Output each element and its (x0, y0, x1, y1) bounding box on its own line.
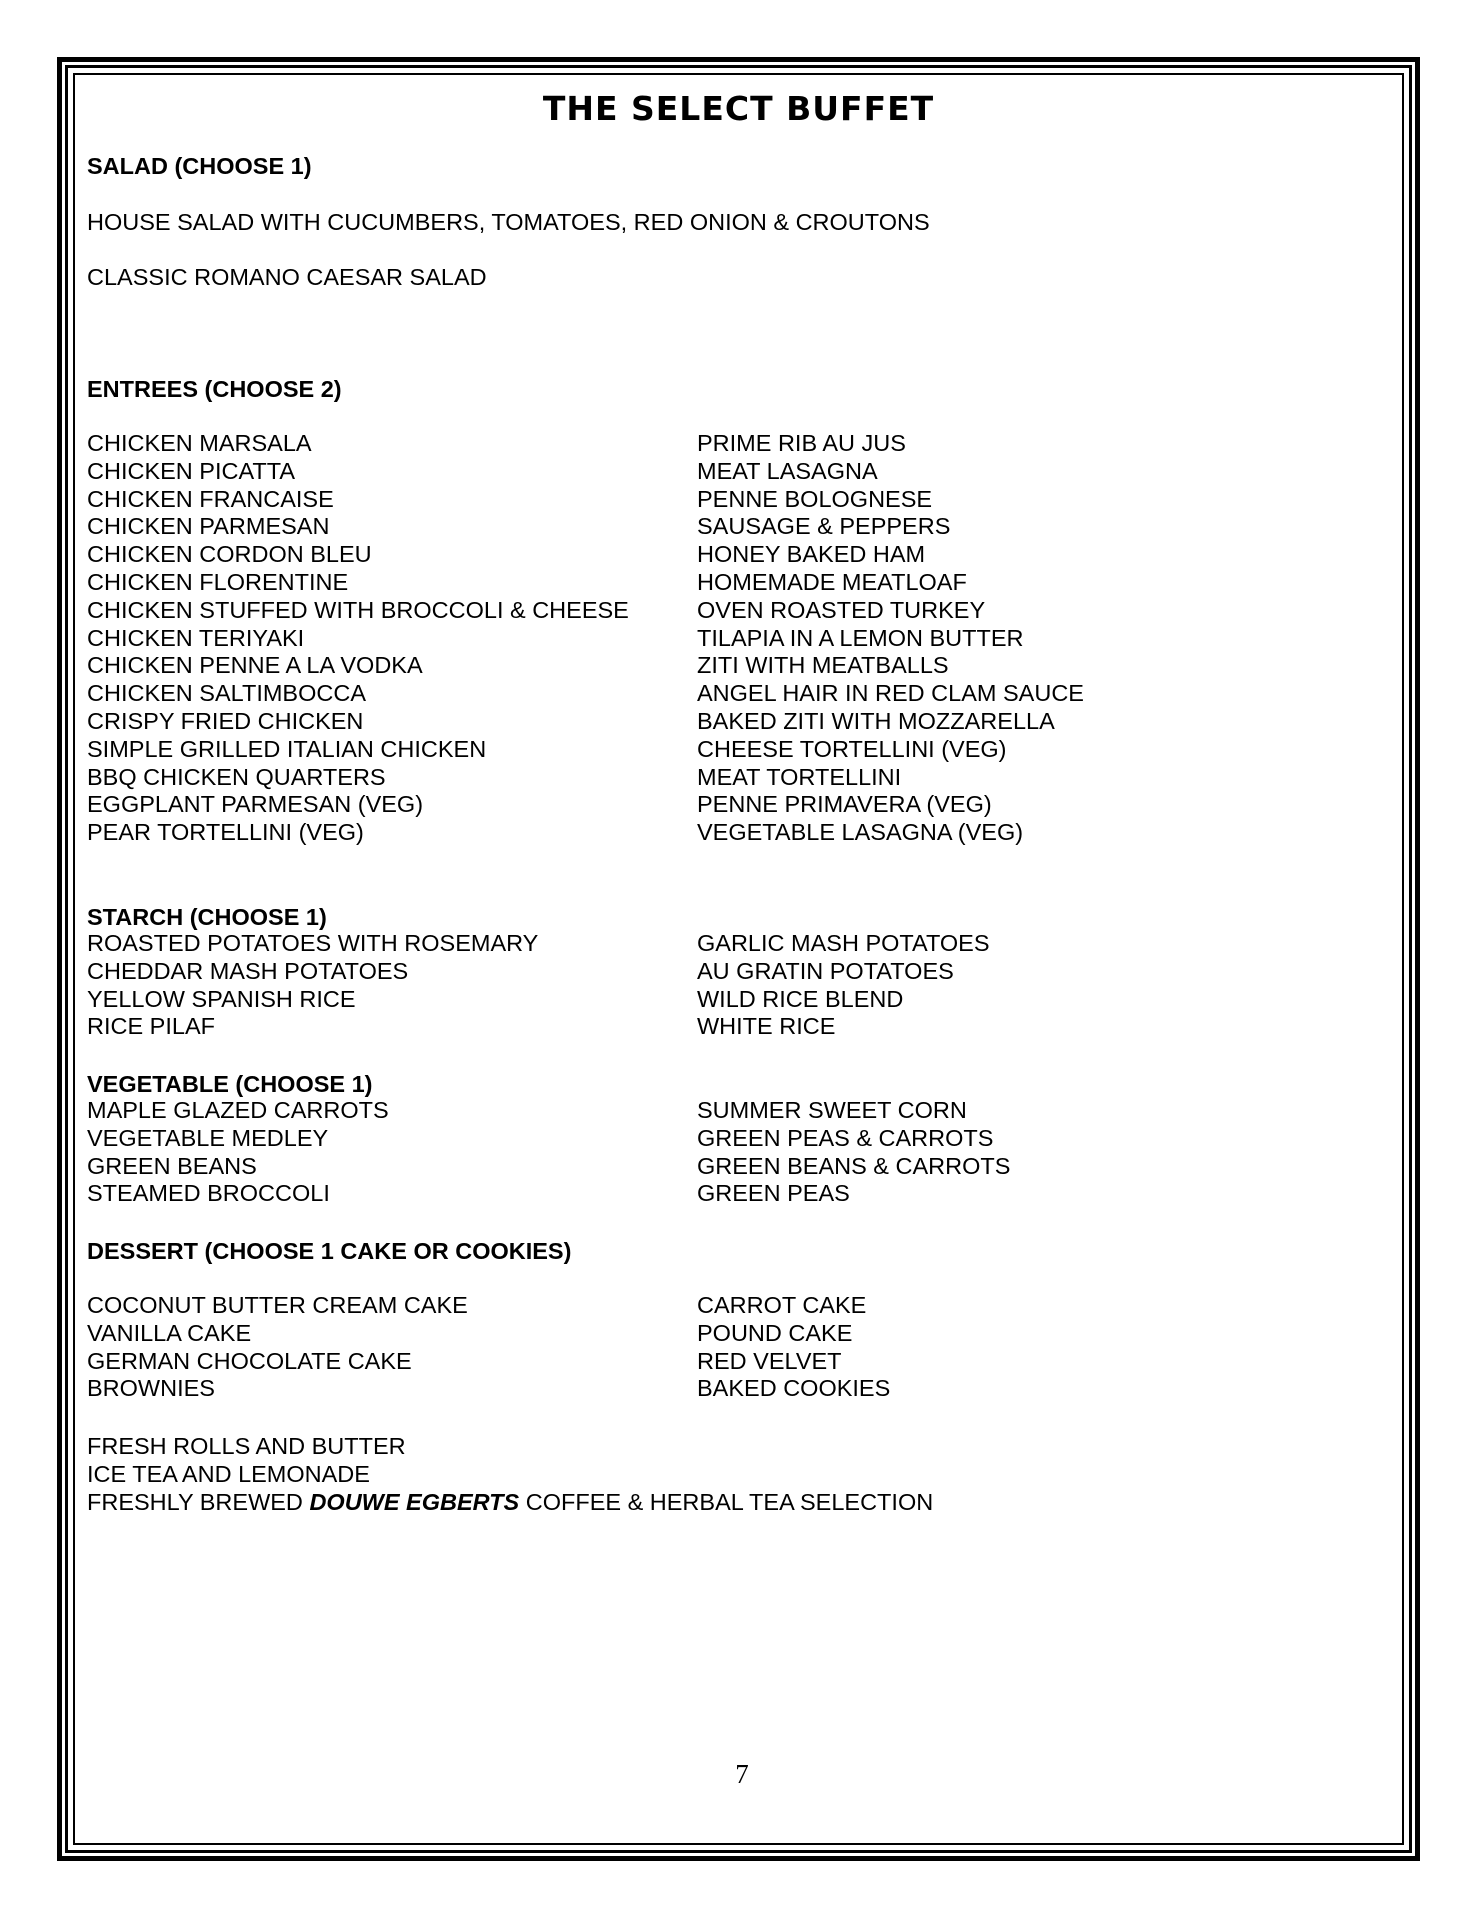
page-title: THE SELECT BUFFET (542, 89, 935, 128)
menu-item: CHEDDAR MASH POTATOES (87, 957, 409, 984)
menu-item: CHICKEN SALTIMBOCCA (87, 680, 366, 707)
salad-heading: SALAD (CHOOSE 1) (87, 153, 312, 179)
menu-item: CHICKEN FRANCAISE (87, 485, 334, 512)
menu-item: VANILLA CAKE (87, 1319, 252, 1346)
menu-item: SAUSAGE & PEPPERS (697, 513, 951, 540)
menu-item: BAKED COOKIES (697, 1375, 891, 1402)
menu-item: SUMMER SWEET CORN (697, 1097, 967, 1123)
menu-item: HONEY BAKED HAM (697, 541, 926, 568)
vegetable-heading: VEGETABLE (CHOOSE 1) (87, 1071, 373, 1097)
menu-item: POUND CAKE (697, 1319, 853, 1346)
menu-item: GREEN BEANS (87, 1152, 257, 1179)
starch-right-list (697, 930, 990, 1041)
menu-item: GARLIC MASH POTATOES (697, 930, 990, 956)
menu-item: ANGEL HAIR IN RED CLAM SAUCE (697, 680, 1084, 707)
entrees-heading: ENTREES (CHOOSE 2) (87, 376, 342, 402)
extras-drinks: ICE TEA AND LEMONADE (87, 1461, 370, 1487)
menu-item: VEGETABLE MEDLEY (87, 1124, 329, 1151)
menu-item: CRISPY FRIED CHICKEN (87, 707, 364, 734)
vegetable-left-list (87, 1097, 389, 1208)
menu-item: AU GRATIN POTATOES (697, 957, 954, 984)
coffee-prefix: FRESHLY BREWED (87, 1489, 310, 1515)
menu-item: CHICKEN CORDON BLEU (87, 541, 372, 568)
starch-heading: STARCH (CHOOSE 1) (87, 904, 327, 930)
menu-item: HOMEMADE MEATLOAF (697, 568, 967, 595)
dessert-heading: DESSERT (CHOOSE 1 CAKE OR COOKIES) (87, 1238, 572, 1264)
dessert-right-list (697, 1292, 890, 1403)
menu-item: COCONUT BUTTER CREAM CAKE (87, 1292, 468, 1318)
menu-item: CHICKEN TERIYAKI (87, 624, 305, 651)
menu-item: BAKED ZITI WITH MOZZARELLA (697, 707, 1055, 734)
salad-item: HOUSE SALAD WITH CUCUMBERS, TOMATOES, RED ONION & CROUTONS (87, 209, 930, 235)
menu-item: STEAMED BROCCOLI (87, 1180, 330, 1207)
menu-item: MEAT LASAGNA (697, 457, 878, 484)
starch-left-list (87, 930, 538, 1041)
menu-item: GERMAN CHOCOLATE CAKE (87, 1347, 412, 1374)
menu-item: PEAR TORTELLINI (VEG) (87, 819, 364, 846)
coffee-brand: DOUWE EGBERTS (309, 1489, 520, 1515)
menu-item: GREEN PEAS & CARROTS (697, 1124, 994, 1151)
menu-item: MEAT TORTELLINI (697, 763, 902, 790)
page-number: 7 (735, 1759, 749, 1789)
menu-item: EGGPLANT PARMESAN (VEG) (87, 791, 424, 818)
menu-item: ROASTED POTATOES WITH ROSEMARY (87, 930, 539, 956)
menu-item: CARROT CAKE (697, 1292, 867, 1318)
menu-item: OVEN ROASTED TURKEY (697, 596, 986, 623)
menu-item: TILAPIA IN A LEMON BUTTER (697, 624, 1024, 651)
menu-item: YELLOW SPANISH RICE (87, 985, 356, 1012)
menu-item: BROWNIES (87, 1375, 215, 1402)
entrees-right-list (697, 430, 1084, 847)
vegetable-right-list (697, 1097, 1010, 1208)
menu-item: CHICKEN MARSALA (87, 430, 312, 456)
dessert-left-list (87, 1292, 468, 1403)
menu-item: RED VELVET (697, 1347, 842, 1374)
menu-item: MAPLE GLAZED CARROTS (87, 1097, 389, 1123)
menu-item: VEGETABLE LASAGNA (VEG) (697, 819, 1024, 846)
menu-item: SIMPLE GRILLED ITALIAN CHICKEN (87, 735, 487, 762)
menu-item: RICE PILAF (87, 1013, 215, 1040)
menu-item: WHITE RICE (697, 1013, 836, 1040)
coffee-suffix: COFFEE & HERBAL TEA SELECTION (519, 1489, 934, 1515)
menu-item: PRIME RIB AU JUS (697, 430, 906, 456)
menu-item: CHEESE TORTELLINI (VEG) (697, 735, 1007, 762)
menu-item: CHICKEN PICATTA (87, 457, 296, 484)
menu-item: CHICKEN PENNE A LA VODKA (87, 652, 423, 679)
menu-item: CHICKEN STUFFED WITH BROCCOLI & CHEESE (87, 596, 629, 623)
menu-item: BBQ CHICKEN QUARTERS (87, 763, 386, 790)
salad-item: CLASSIC ROMANO CAESAR SALAD (87, 264, 487, 290)
menu-item: WILD RICE BLEND (697, 985, 904, 1012)
menu-item: CHICKEN PARMESAN (87, 513, 330, 540)
menu-item: PENNE BOLOGNESE (697, 485, 933, 512)
menu-item: GREEN PEAS (697, 1180, 850, 1207)
menu-item: ZITI WITH MEATBALLS (697, 652, 949, 679)
menu-item: PENNE PRIMAVERA (VEG) (697, 791, 992, 818)
extras-rolls: FRESH ROLLS AND BUTTER (87, 1433, 406, 1459)
extras-coffee (87, 1488, 933, 1516)
menu-item: GREEN BEANS & CARROTS (697, 1152, 1011, 1179)
menu-item: CHICKEN FLORENTINE (87, 568, 349, 595)
entrees-left-list (87, 430, 629, 847)
